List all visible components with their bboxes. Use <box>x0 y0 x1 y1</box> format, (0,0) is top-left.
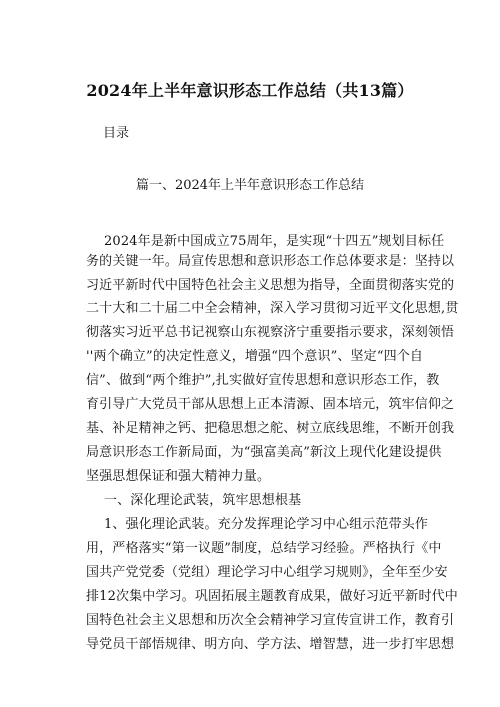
paragraph-line: 排12次集中学习。巩固拓展主题教育成果，做好习近平新时代中 <box>86 589 458 604</box>
table-of-contents-label: 目录 <box>103 126 130 141</box>
paragraph-line: 信”、做到“两个维护”,扎实做好宣传思想和意识形态工作，教 <box>86 373 440 388</box>
paragraph-line: ''两个确立”的决定性意义，增强“四个意识”、坚定“四个自 <box>86 349 424 364</box>
paragraph-line: 用，严格落实“第一议题”制度，总结学习经验。严格执行《中 <box>86 541 442 556</box>
paragraph-line: 坚强思想保证和强大精神力量。 <box>86 469 271 484</box>
paragraph-line: 1、强化理论武装。充分发挥理论学习中心组示范带头作 <box>104 517 429 532</box>
paragraph-line: 2024年是新中国成立75周年，是实现“十四五”规划目标任 <box>104 234 445 249</box>
paragraph-line: 务的关键一年。局宣传思想和意识形态工作总体要求是：坚持以 <box>86 254 455 269</box>
paragraph-line: 导党员干部悟规律、明方向、学方法、增智慧，进一步打牢思想 <box>86 637 455 652</box>
paragraph-line: 基、补足精神之钙、把稳思想之舵、树立底线思维，不断开创我 <box>86 421 455 436</box>
document-title: 2024年上半年意识形态工作总结（共13篇） <box>86 81 414 100</box>
section-title: 篇一、2024年上半年意识形态工作总结 <box>135 178 365 193</box>
paragraph-line: 习近平新时代中国特色社会主义思想为指导，全面贯彻落实党的 <box>86 278 455 293</box>
paragraph-line: 二十大和二十届二中全会精神，深入学习贯彻习近平文化思想,贯 <box>86 301 459 316</box>
section-heading: 一、深化理论武装，筑牢思想根基 <box>104 493 302 508</box>
paragraph-line: 国特色社会主义思想和历次全会精神学习宣传宣讲工作，教育引 <box>86 613 455 628</box>
paragraph-line: 局意识形态工作新局面，为“强富美高”新汶上现代化建设提供 <box>86 445 442 460</box>
paragraph-line: 国共产党党委（党组）理论学习中心组学习规则》，全年至少安 <box>86 565 448 580</box>
paragraph-line: 育引导广大党员干部从思想上正本清源、固本培元，筑牢信仰之 <box>86 397 455 412</box>
paragraph-line: 彻落实习近平总书记视察山东视察济宁重要指示要求，深刻领悟 <box>86 325 455 340</box>
